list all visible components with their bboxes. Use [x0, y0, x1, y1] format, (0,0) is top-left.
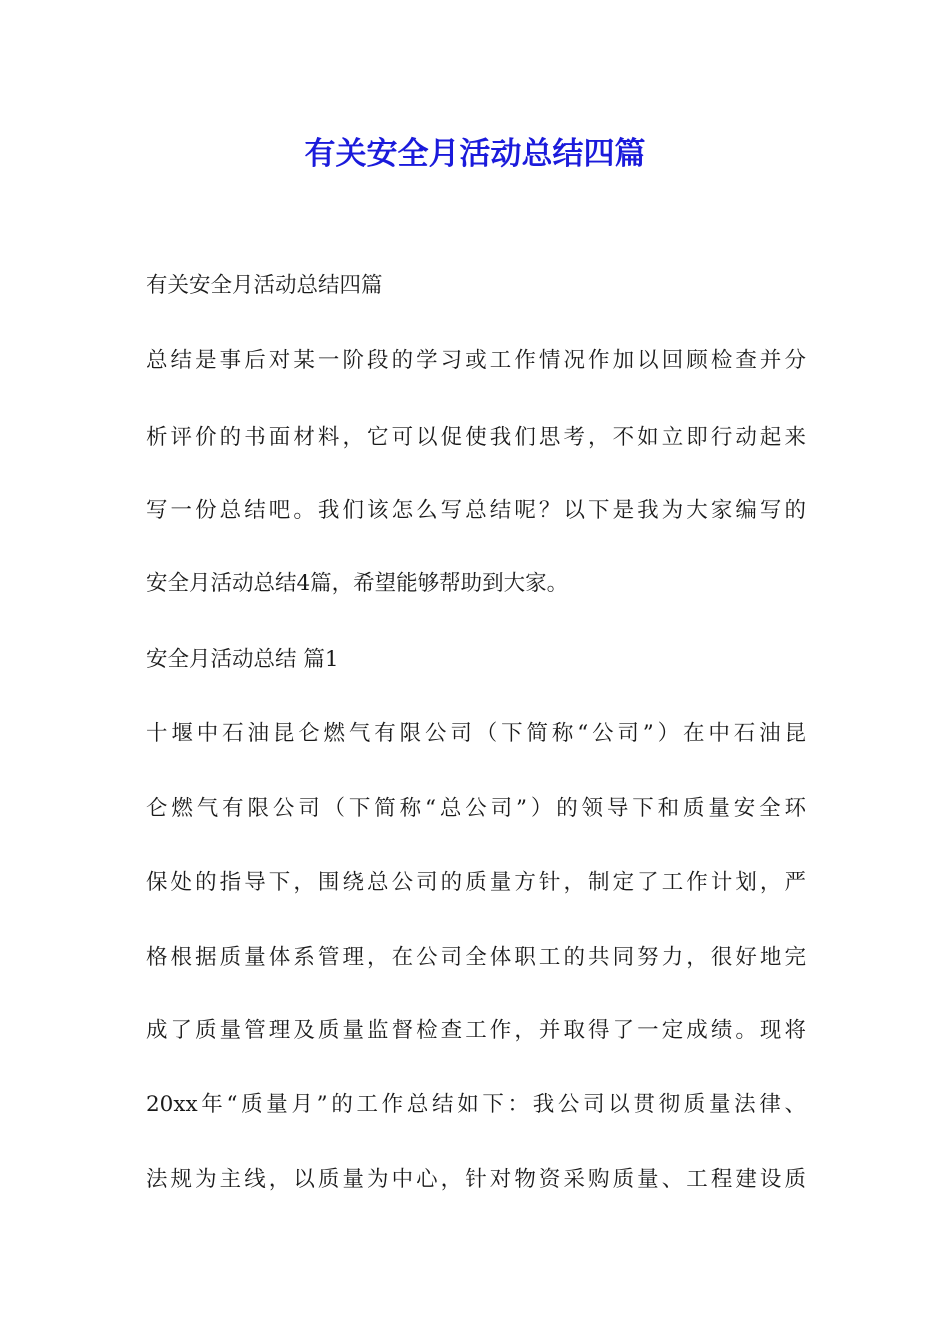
section-heading: 安全月活动总结 篇1 [146, 647, 339, 672]
body-line: 十堰中石油昆仑燃气有限公司（下简称“公司”）在中石油昆 [146, 721, 806, 746]
body-line: 仑燃气有限公司（下简称“总公司”）的领导下和质量安全环 [146, 796, 806, 821]
body-line: 法规为主线，以质量为中心，针对物资采购质量、工程建设质 [146, 1167, 806, 1192]
body-line: 总结是事后对某一阶段的学习或工作情况作加以回顾检查并分 [146, 348, 806, 373]
subtitle-line: 有关安全月活动总结四篇 [146, 273, 383, 298]
body-line: 成了质量管理及质量监督检查工作，并取得了一定成绩。现将 [146, 1018, 806, 1043]
body-line: 格根据质量体系管理，在公司全体职工的共同努力，很好地完 [146, 945, 806, 970]
body-line: 写一份总结吧。我们该怎么写总结呢？以下是我为大家编写的 [146, 498, 806, 523]
body-line: 20xx年“质量月”的工作总结如下：我公司以贯彻质量法律、 [146, 1092, 806, 1117]
document-title: 有关安全月活动总结四篇 [304, 136, 646, 172]
body-line: 保处的指导下，围绕总公司的质量方针，制定了工作计划，严 [146, 870, 806, 895]
body-line: 安全月活动总结4篇，希望能够帮助到大家。 [146, 571, 569, 596]
body-line: 析评价的书面材料，它可以促使我们思考，不如立即行动起来 [146, 425, 806, 450]
